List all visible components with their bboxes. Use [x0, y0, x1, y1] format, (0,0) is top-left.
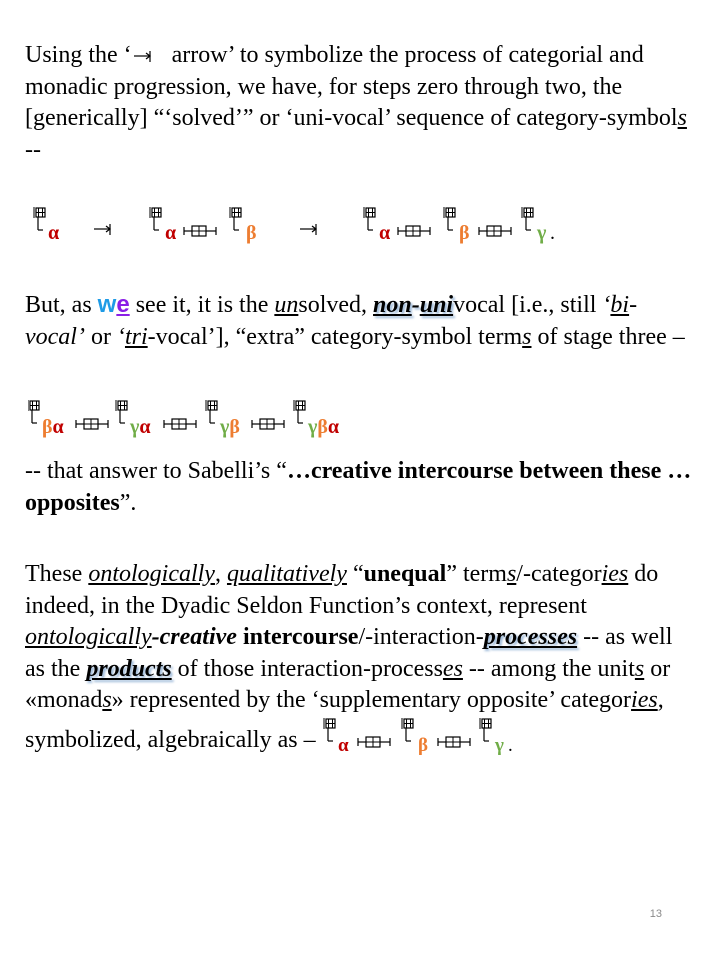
we-emphasis [98, 291, 130, 318]
sabelli-paragraph [25, 456, 693, 519]
plus-operator-icon [164, 419, 196, 429]
term-gamma-beta [206, 400, 240, 438]
sequence-step-one [150, 207, 257, 244]
p4-text-11: » represented by the ‘supplementary opposite’ categor [111, 687, 632, 713]
beta-symbol: β [246, 222, 257, 244]
we-e: e [116, 291, 130, 318]
term-label: γβα [308, 416, 340, 438]
plus-operator-icon [184, 226, 216, 236]
beta-symbol: β [417, 734, 428, 756]
p4-text-3: ” term [446, 561, 507, 587]
we-w: w [97, 291, 117, 318]
plus-operator-icon [438, 737, 470, 747]
intro-plural-s: s [677, 105, 687, 131]
bi-vocal-suffix: -vocal’ [25, 292, 638, 350]
gamma-symbol: γ [494, 734, 504, 756]
gamma-symbol: γ [537, 222, 547, 244]
p2-text-6: of stage three – [531, 323, 685, 350]
p2-text-1: But, as [25, 292, 98, 318]
plus-operator-icon [252, 419, 284, 429]
plural-es: es [442, 655, 463, 682]
plural-s: s [634, 655, 645, 682]
non-dash: - [411, 292, 420, 318]
bi-prefix: bi [610, 292, 630, 318]
term-label: βα [42, 416, 64, 438]
progression-arrow-icon [132, 46, 166, 64]
term-label: γα [130, 416, 151, 438]
p4-text-12: , symbolized, algebraically as – [25, 687, 664, 753]
term-gamma-alpha [116, 400, 151, 438]
unsolved-paragraph [25, 289, 693, 353]
tri-vocal-suffix: -vocal’ [147, 323, 216, 350]
plural-s: s [506, 561, 517, 587]
un-prefix: un [274, 292, 299, 318]
end-dot: . [550, 222, 555, 244]
uni-prefix: uni [419, 292, 454, 318]
p2-text-3: solved, [298, 292, 374, 318]
arrow-icon [300, 224, 316, 235]
ontological-paragraph [25, 559, 693, 759]
ontologically-word: ontologically [88, 561, 215, 587]
intro-text-3: -- [25, 136, 41, 163]
or-text: or [84, 323, 117, 350]
plus-operator-icon [479, 226, 511, 236]
sequence-step-zero [34, 207, 59, 244]
intercourse-word: intercourse [242, 624, 359, 650]
alpha-symbol: α [379, 222, 391, 244]
products-word: products [86, 655, 172, 682]
p4-text-10: or «monad [25, 655, 671, 713]
tri-prefix: tri [124, 323, 148, 350]
beta-symbol: β [459, 222, 470, 244]
inline-sequence-formula [322, 717, 522, 759]
term-gamma-beta-alpha [294, 400, 339, 438]
term-beta-alpha [28, 400, 64, 438]
solved-sequence-row [28, 204, 628, 248]
sequence-step-two [364, 207, 555, 244]
non-prefix: non [373, 292, 412, 318]
arrow-icon [94, 224, 110, 235]
p4-text-6: /-interaction- [358, 624, 484, 650]
p4-text-8: of those interaction-process [171, 655, 443, 682]
intro-paragraph [25, 40, 693, 166]
intro-text-2: arrow’ to symbolize the process of categorial and monadic progression, we have, for steps zero through two, the [generically] “‘solved’” or ‘uni-vocal’ sequence of category-symbol [25, 42, 678, 131]
p4-comma: , [214, 561, 227, 587]
alpha-symbol: α [337, 734, 349, 756]
term-label: γβ [220, 416, 240, 438]
terms-plural-s: s [522, 323, 532, 350]
intro-text-1: Using the ‘ [25, 42, 132, 68]
plural-ies: ies [631, 687, 658, 713]
p4-text-1: These [25, 561, 89, 587]
p4-text-2: “ [346, 561, 364, 587]
p3-text-1: -- that answer to Sabelli’s “ [25, 458, 287, 484]
p4-text-5: do indeed, in the Dyadic Seldon Function’s context, represent [25, 561, 659, 619]
alpha-symbol: α [48, 222, 60, 244]
stage-three-terms-row [28, 397, 388, 441]
processes-word: processes [483, 624, 578, 650]
p4-text-4: /-categor [516, 561, 602, 587]
plural-ies: ies [601, 561, 629, 587]
p2-text-4: vocal [i.e., still [453, 292, 603, 318]
quote-open-2: ‘ [116, 323, 125, 350]
p4-text-7: -- as well as the [25, 624, 673, 682]
end-dot: . [507, 734, 513, 756]
p2-text-5: ], “extra” category-symbol term [215, 323, 523, 350]
unequal-word: unequal [363, 561, 447, 587]
plus-operator-icon [358, 737, 390, 747]
creative-word: -creative [151, 624, 237, 650]
plus-operator-icon [76, 419, 108, 429]
sabelli-quote: …creative intercourse between these … opposites [25, 458, 692, 516]
p2-text-2: see it, it is the [129, 292, 275, 318]
plural-s: s [102, 687, 112, 713]
alpha-symbol: α [165, 222, 177, 244]
page-number: 13 [649, 908, 662, 920]
quote-open-1: ‘ [602, 292, 611, 318]
p4-text-9: -- among the unit [462, 655, 635, 682]
plus-operator-icon [398, 226, 430, 236]
p3-text-2: ”. [119, 489, 137, 516]
ontologically-word: ontologically [25, 624, 152, 650]
qualitatively-word: qualitatively [226, 561, 347, 587]
